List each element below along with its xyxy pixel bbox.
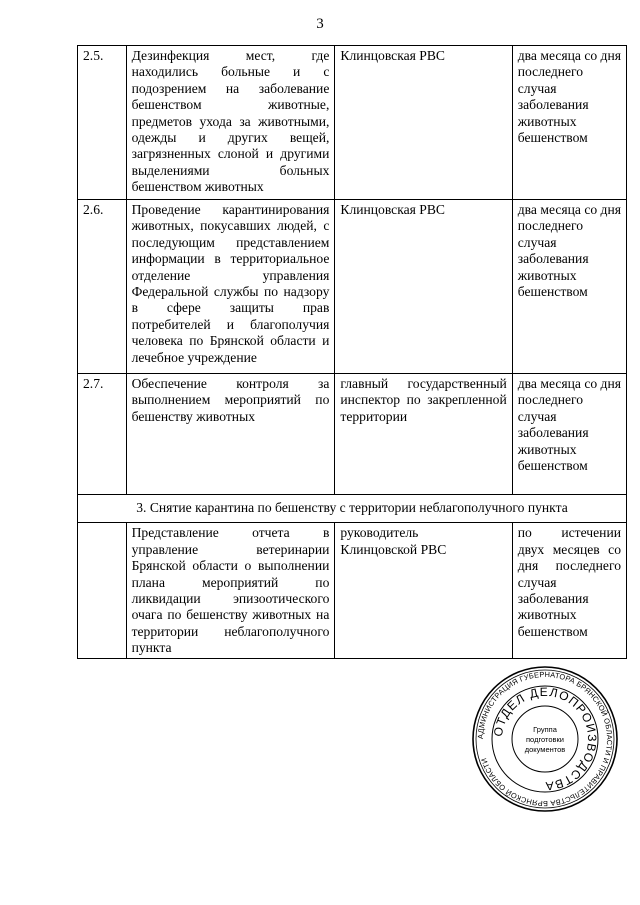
table-row bbox=[78, 200, 627, 374]
table-row bbox=[78, 374, 627, 495]
measures-table bbox=[77, 45, 627, 659]
seal-center-line: подготовки bbox=[526, 735, 564, 744]
row-number: 2.5. bbox=[78, 46, 127, 200]
seal-center-line: документов bbox=[524, 745, 566, 754]
responsible-cell: Клинцовская РВС bbox=[335, 46, 512, 200]
term-cell: два месяца со дня последнего случая заболевания животных бешенством bbox=[512, 46, 626, 200]
seal-outer-text: АДМИНИСТРАЦИЯ ГУБЕРНАТОРА БРЯНСКОЙ ОБЛАСТИ И ПРАВИТЕЛЬСТВА БРЯНСКОЙ ОБЛАСТИ bbox=[475, 669, 615, 809]
official-seal bbox=[470, 664, 620, 814]
page-number: 3 bbox=[316, 16, 324, 32]
row-number: 2.7. bbox=[78, 374, 127, 495]
term-cell: по истечении двух месяцев со дня последнего случая заболевания животных бешенством bbox=[512, 523, 626, 659]
responsible-cell: Клинцовская РВС bbox=[335, 200, 512, 374]
term-cell: два месяца со дня последнего случая заболевания животных бешенством bbox=[512, 200, 626, 374]
action-cell: Представление отчета в управление ветеринарии Брянской области о выполнении плана мероприятий по ликвидации эпизоотического очага по бешенству животных на территории неблагополучного пункта bbox=[126, 523, 335, 659]
action-cell: Дезинфекция мест, где находились больные и с подозрением на заболевание бешенством животные, предметов ухода за животными, одежды и других вещей, загрязненных слоной и другими выделениями больных бешенством животных bbox=[126, 46, 335, 200]
section-header-row bbox=[78, 495, 627, 523]
row-number: 2.6. bbox=[78, 200, 127, 374]
responsible-cell: главный государственный инспектор по закрепленной территории bbox=[335, 374, 512, 495]
term-cell: два месяца со дня последнего случая заболевания животных бешенством bbox=[512, 374, 626, 495]
seal-inner-text: ОТДЕЛ ДЕЛОПРОИЗВОДСТВА bbox=[490, 684, 600, 794]
table-row bbox=[78, 523, 627, 659]
seal-center-line: Группа bbox=[533, 725, 557, 734]
action-cell: Проведение карантинирования животных, покусавших людей, с последующим представлением информации в территориальное отделение управления Федеральной службы по надзору в сфере защиты прав потребителей и благополучия человека по Брянской области и лечебное учреждение bbox=[126, 200, 335, 374]
action-cell: Обеспечение контроля за выполнением мероприятий по бешенству животных bbox=[126, 374, 335, 495]
table-row bbox=[78, 46, 627, 200]
responsible-cell: руководитель Клинцовской РВС bbox=[335, 523, 512, 659]
row-number bbox=[78, 523, 127, 659]
section-title: 3. Снятие карантина по бешенству с территории неблагополучного пункта bbox=[78, 495, 627, 523]
